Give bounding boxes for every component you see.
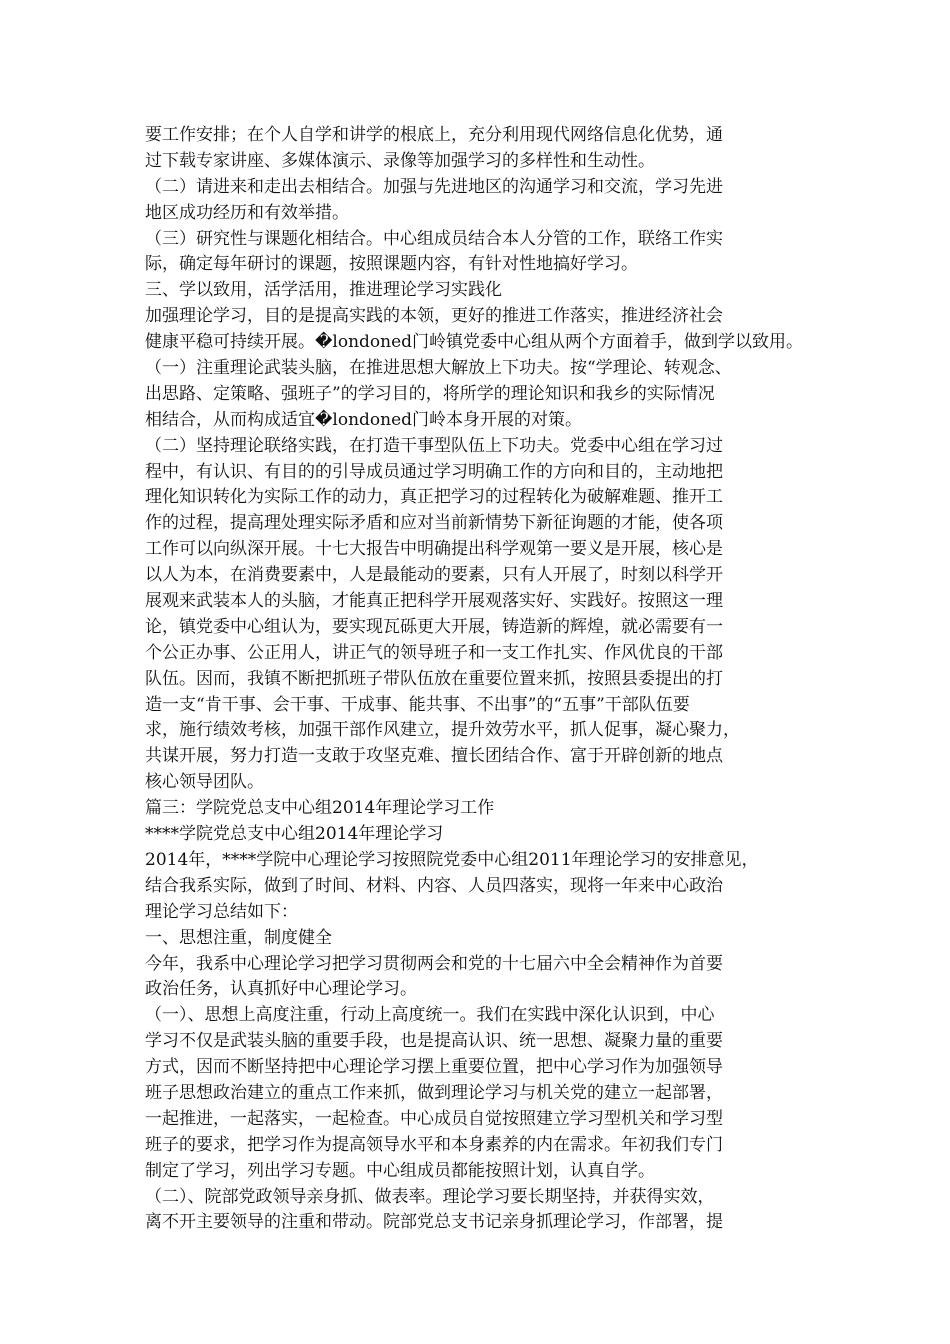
text-line: （三）研究性与课题化相结合。中心组成员结合本人分管的工作，联络工作实: [145, 228, 723, 249]
text-line: 理论学习总结如下：: [145, 901, 298, 922]
text-line: 相结合，从而构成适宜�londoned门岭本身开展的对策。: [145, 409, 583, 430]
section-heading: 三、学以致用，活学活用，推进理论学习实践化: [145, 280, 502, 301]
text-line: 结合我系实际，做到了时间、材料、内容、人员四落实，现将一年来中心政治: [145, 875, 723, 896]
text-line: 以人为本，在消费要素中，人是最能动的要素，只有人开展了，时刻以科学开: [145, 565, 723, 586]
text-line: 班子的要求，把学习作为提高领导水平和本身素养的内在需求。年初我们专门: [145, 1134, 723, 1155]
text-line: 工作可以向纵深开展。十七大报告中明确提出科学观第一要义是开展，核心是: [145, 539, 723, 560]
text-line: 今年，我系中心理论学习把学习贯彻两会和党的十七届六中全会精神作为首要: [145, 953, 723, 974]
text-line: 展观来武装本人的头脑，才能真正把科学开展观落实好、实践好。按照这一理: [145, 591, 723, 612]
text-line: 学习不仅是武装头脑的重要手段，也是提高认识、统一思想、凝聚力量的重要: [145, 1031, 723, 1052]
text-line: （二）请进来和走出去相结合。加强与先进地区的沟通学习和交流，学习先进: [145, 176, 723, 197]
text-line: （一）注重理论武装头脑，在推进思想大解放上下功夫。按“学理论、转观念、: [145, 358, 732, 379]
text-line: 要工作安排；在个人自学和讲学的根底上，充分利用现代网络信息化优势，通: [145, 125, 723, 145]
text-line: 政治任务，认真抓好中心理论学习。: [145, 979, 417, 1000]
text-line: 过下载专家讲座、多媒体演示、录像等加强学习的多样性和生动性。: [145, 150, 655, 171]
text-line: 理化知识转化为实际工作的动力，真正把学习的过程转化为破解难题、推开工: [145, 487, 723, 508]
text-line: 队伍。因而，我镇不断把抓班子带队伍放在重要位置来抓，按照县委提出的打: [145, 668, 723, 689]
text-line: 2014年，****学院中心理论学习按照院党委中心组2011年理论学习的安排意见，: [145, 849, 759, 870]
article-title: 篇三：学院党总支中心组2014年理论学习工作: [145, 798, 495, 819]
text-line: 论，镇党委中心组认为，要实现瓦砾更大开展，铸造新的辉煌，就必需要有一: [145, 616, 723, 637]
section-heading: 一、思想注重，制度健全: [145, 927, 332, 948]
text-line: 际，确定每年研讨的课题，按照课题内容，有针对性地搞好学习。: [145, 254, 638, 275]
text-line: 造一支“肯干事、会干事、干成事、能共事、不出事”的“五事”干部队伍要: [145, 694, 690, 715]
text-line: 核心领导团队。: [145, 772, 264, 793]
text-line: 程中，有认识、有目的的引导成员通过学习明确工作的方向和目的，主动地把: [145, 461, 723, 482]
text-line: 制定了学习，列出学习专题。中心组成员都能按照计划，认真自学。: [145, 1160, 655, 1181]
text-line: 加强理论学习，目的是提高实践的本领，更好的推进工作落实，推进经济社会: [145, 306, 723, 327]
text-line: 班子思想政治建立的重点工作来抓，做到理论学习与机关党的建立一起部署，: [145, 1082, 723, 1103]
text-line: 方式，因而不断坚持把中心理论学习摆上重要位置，把中心学习作为加强领导: [145, 1057, 723, 1078]
document-body: [145, 123, 825, 1236]
text-line: 一起推进，一起落实，一起检查。中心成员自觉按照建立学习型机关和学习型: [145, 1108, 723, 1129]
text-line: 求，施行绩效考核，加强干部作风建立，提升效劳水平，抓人促事，凝心聚力，: [145, 720, 740, 741]
text-line: 健康平稳可持续开展。�londoned门岭镇党委中心组从两个方面着手，做到学以致用。: [145, 332, 804, 353]
text-line: 共谋开展，努力打造一支敢于攻坚克难、擅长团结合作、富于开辟创新的地点: [145, 746, 723, 767]
text-line: （一）、思想上高度注重，行动上高度统一。我们在实践中深化认识到，中心: [145, 1005, 715, 1026]
text-line: 离不开主要领导的注重和带动。院部党总支书记亲身抓理论学习，作部署，提: [145, 1212, 723, 1233]
text-line: 地区成功经历和有效举措。: [145, 202, 349, 223]
text-line: 个公正办事、公正用人，讲正气的领导班子和一支工作扎实、作风优良的干部: [145, 642, 723, 663]
article-subtitle: ****学院党总支中心组2014年理论学习: [145, 824, 444, 845]
text-line: 出思路、定策略、强班子”的学习目的，将所学的理论知识和我乡的实际情况: [145, 383, 715, 404]
text-line: （二）、院部党政领导亲身抓、做表率。理论学习要长期坚持，并获得实效，: [145, 1186, 715, 1207]
text-line: （二）坚持理论联络实践，在打造干事型队伍上下功夫。党委中心组在学习过: [145, 435, 723, 456]
text-line: 作的过程，提高理处理实际矛盾和应对当前新情势下新征询题的才能，使各项: [145, 513, 723, 534]
